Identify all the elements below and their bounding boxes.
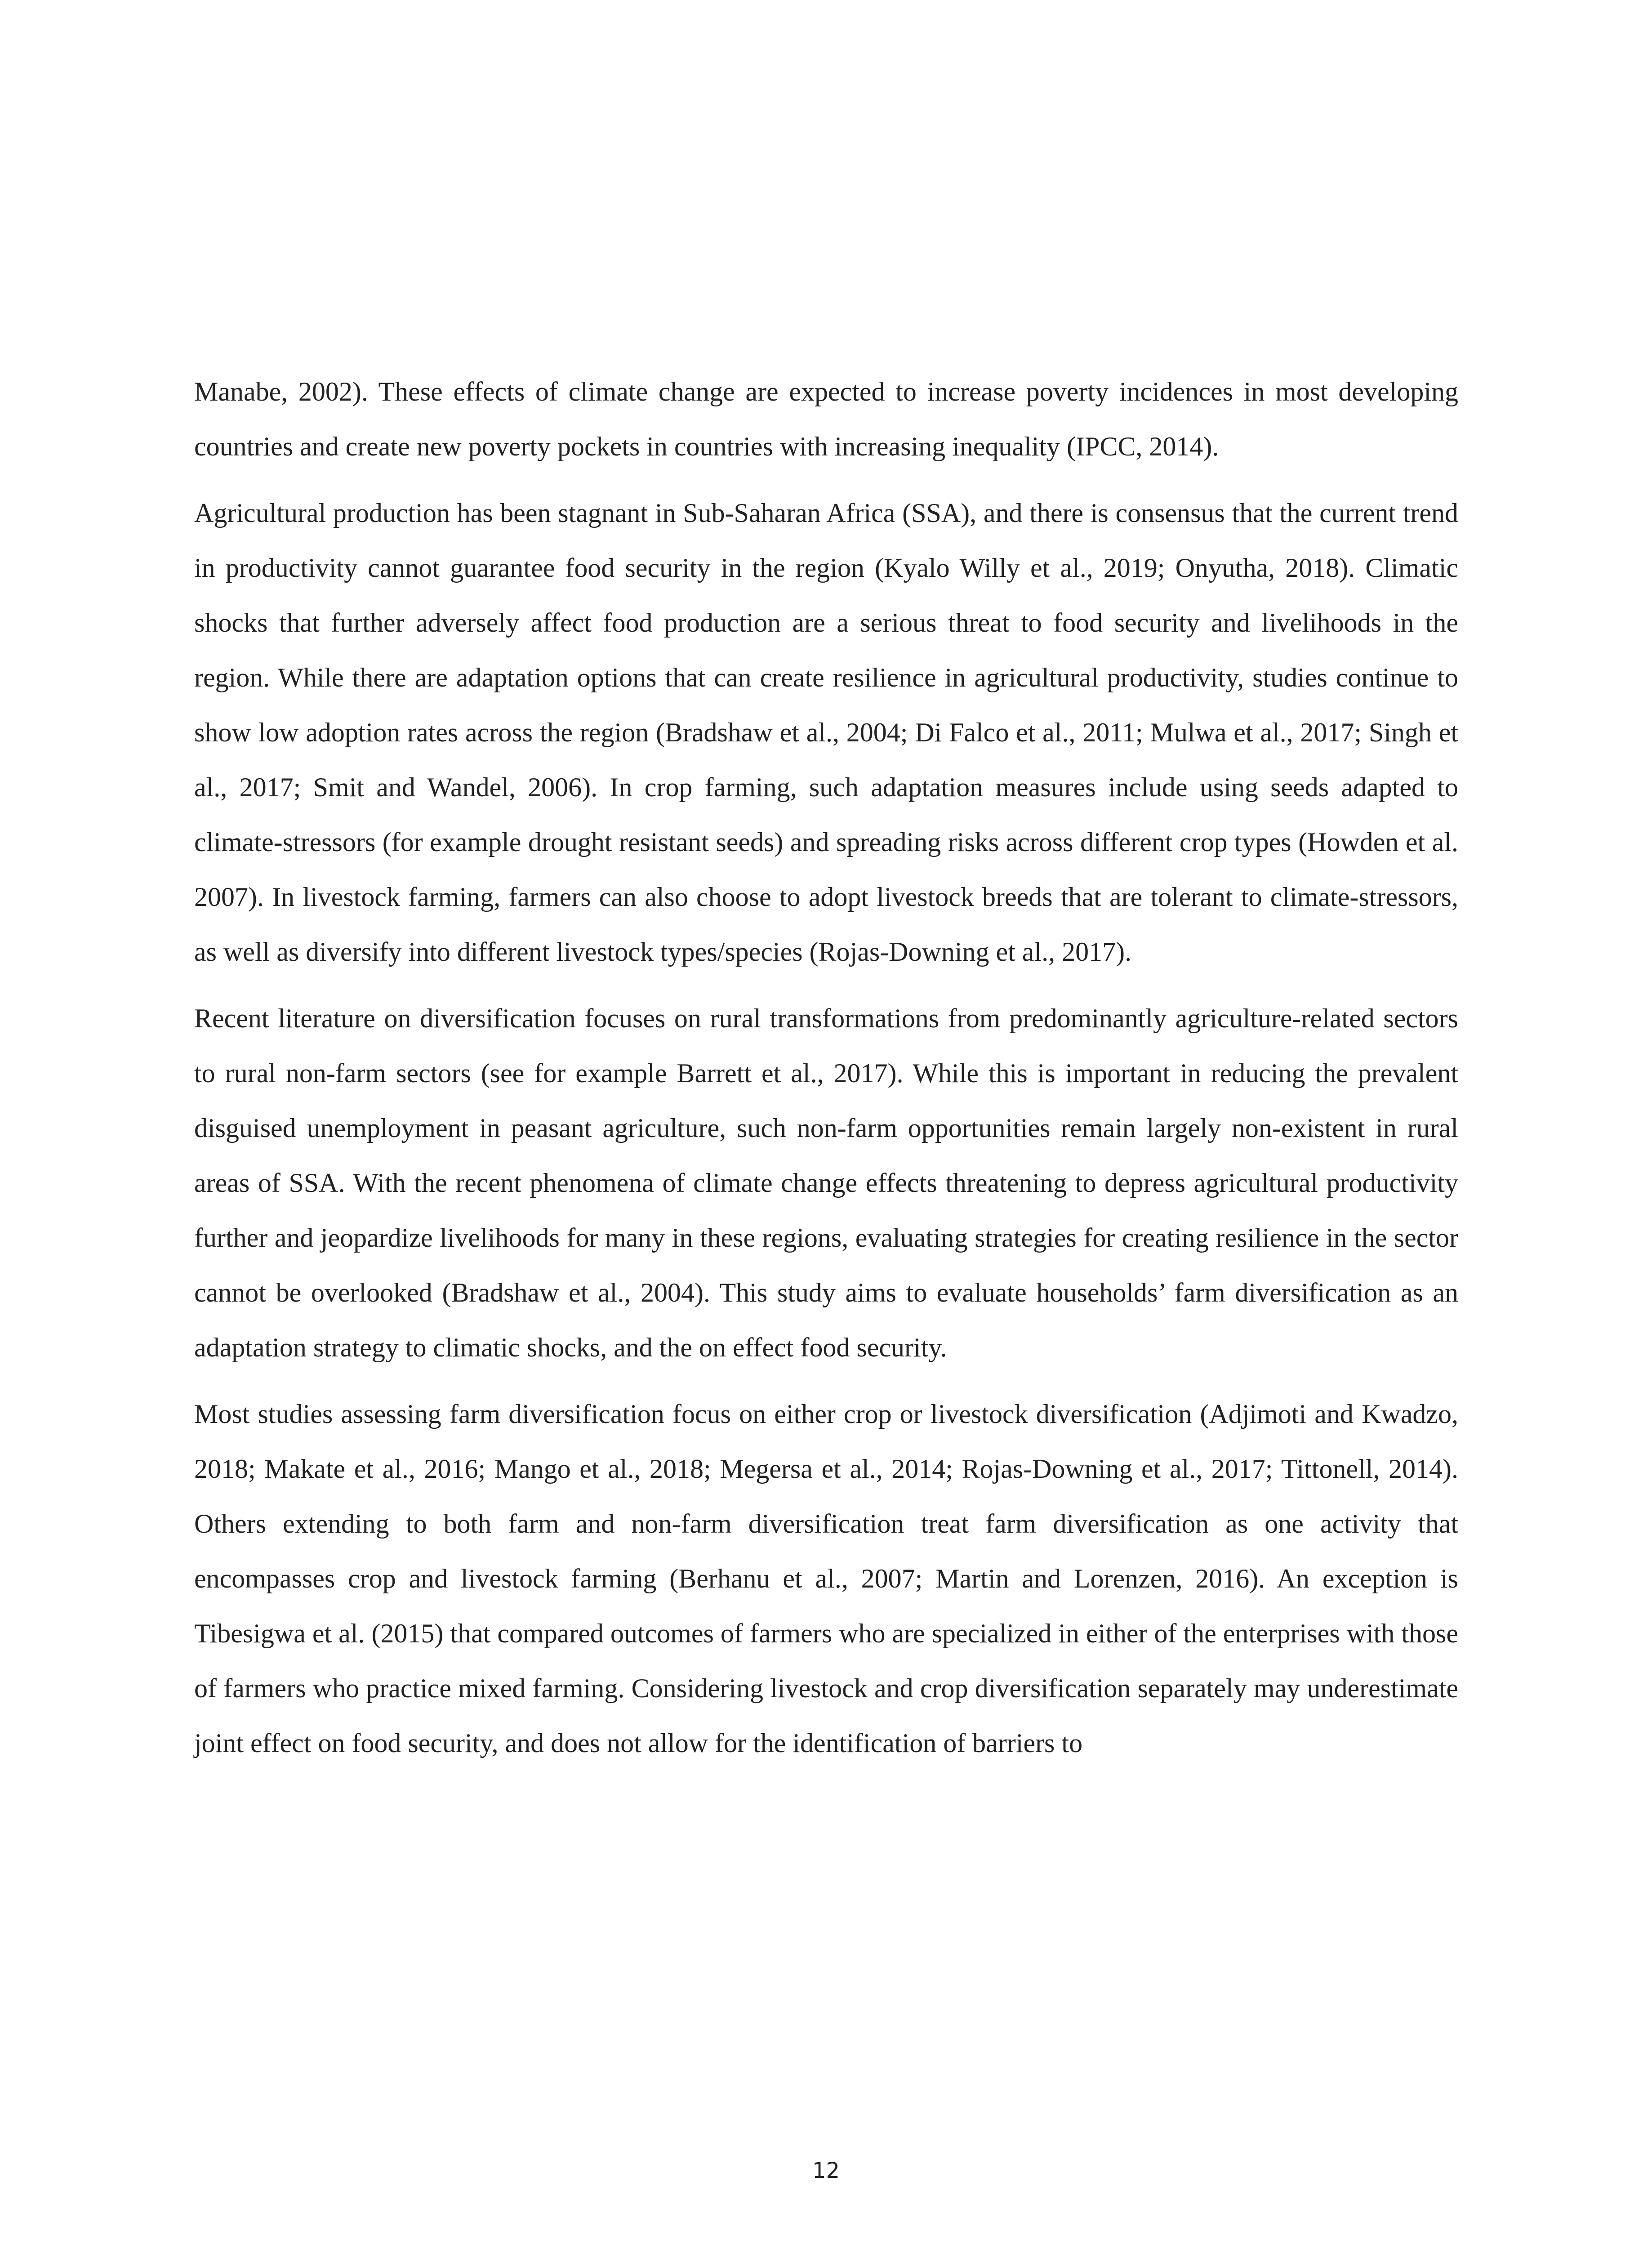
page-number: 12 [812, 2158, 840, 2183]
paragraph-2: Agricultural production has been stagnant in Sub-Saharan Africa (SSA), and there is consensus that the current trend in productivity cannot guarantee food security in the region (Kyalo Willy et al., 2019; Onyutha, 2018). Climatic shocks that further adversely affect food production are a serious threat to food security and livelihoods in the region. While there are adaptation options that can create resilience in agricultural productivity, studies continue to show low adoption rates across the region (Bradshaw et al., 2004; Di Falco et al., 2011; Mulwa et al., 2017; Singh et al., 2017; Smit and Wandel, 2006). In crop farming, such adaptation measures include using seeds adapted to climate-stressors (for example drought resistant seeds) and spreading risks across different crop types (Howden et al. 2007). In livestock farming, farmers can also choose to adopt livestock breeds that are tolerant to climate-stressors, as well as diversify into different livestock types/species (Rojas-Downing et al., 2017). [194, 498, 1458, 967]
paragraph-1: Manabe, 2002). These effects of climate change are expected to increase poverty incidences in most developing countries and create new poverty pockets in countries with increasing inequality (IPCC, 2014). [194, 377, 1458, 461]
body-text [194, 364, 1458, 1782]
paragraph-4: Most studies assessing farm diversification focus on either crop or livestock diversification (Adjimoti and Kwadzo, 2018; Makate et al., 2016; Mango et al., 2018; Megersa et al., 2014; Rojas-Downing et al., 2017; Tittonell, 2014). Others extending to both farm and non-farm diversification treat farm diversification as one activity that encompasses crop and livestock farming (Berhanu et al., 2007; Martin and Lorenzen, 2016). An exception is Tibesigwa et al. (2015) that compared outcomes of farmers who are specialized in either of the enterprises with those of farmers who practice mixed farming. Considering livestock and crop diversification separately may underestimate joint effect on food security, and does not allow for the identification of barriers to [194, 1399, 1458, 1758]
paragraph-3: Recent literature on diversification focuses on rural transformations from predominantly agriculture-related sectors to rural non-farm sectors (see for example Barrett et al., 2017). While this is important in reducing the prevalent disguised unemployment in peasant agriculture, such non-farm opportunities remain largely non-existent in rural areas of SSA. With the recent phenomena of climate change effects threatening to depress agricultural productivity further and jeopardize livelihoods for many in these regions, evaluating strategies for creating resilience in the sector cannot be overlooked (Bradshaw et al., 2004). This study aims to evaluate households’ farm diversification as an adaptation strategy to climatic shocks, and the on effect food security. [194, 1004, 1458, 1362]
